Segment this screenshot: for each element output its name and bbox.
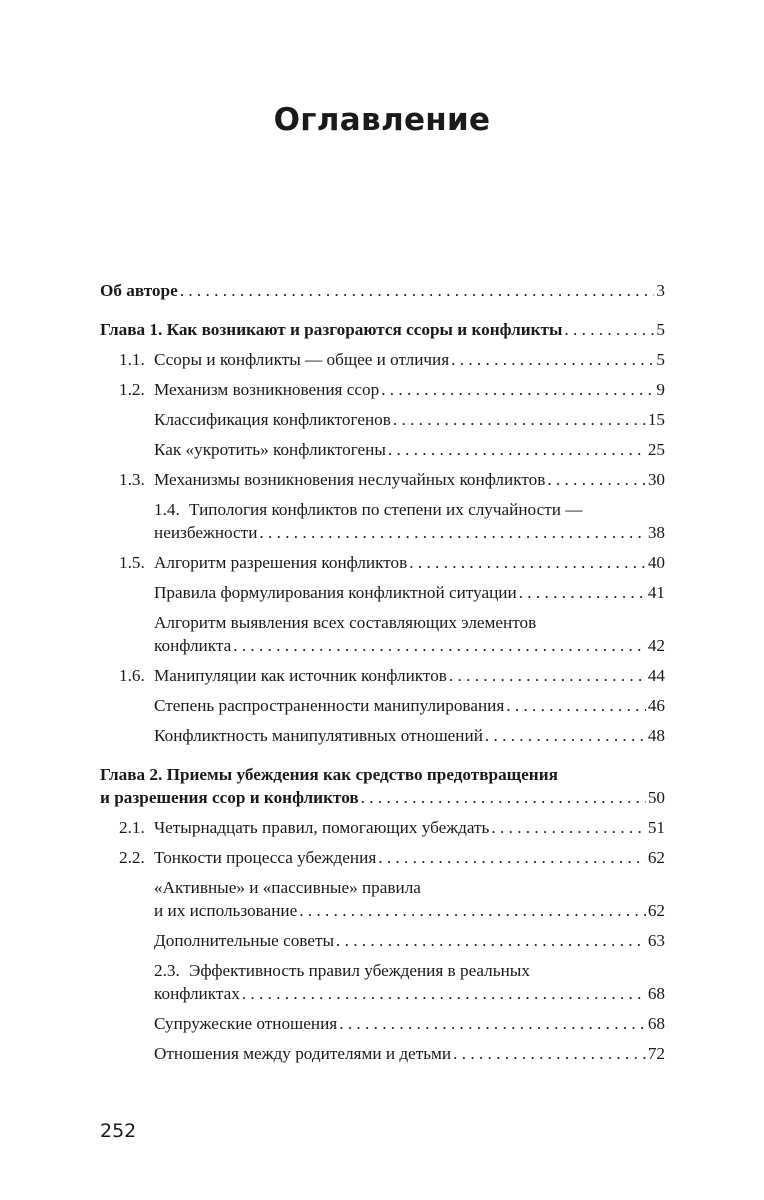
toc-entry-label: Дополнительные советы [154,931,335,950]
toc-entry-number: 2.3. [154,961,180,980]
toc-entry-page: 15 [647,410,665,429]
toc-entry [100,318,665,341]
toc-leader-dots [299,899,646,922]
toc-entry-label: неизбежности [154,523,258,542]
toc-entry [100,468,665,491]
toc-entry-label: Тонкости процесса убеждения [154,848,377,867]
toc-leader-dots [378,846,646,869]
toc-entry-page: 42 [647,636,665,655]
toc-entry-number: 1.6. [119,666,145,685]
page-number: 252 [100,1120,137,1142]
toc-entry-page: 5 [656,320,665,339]
toc-entry-label: Алгоритм разрешения конфликтов [154,553,408,572]
toc-entry-page: 68 [647,1014,665,1033]
toc-entry-label: Механизм возникновения ссор [154,380,380,399]
toc-entry-label: Глава 1. Как возникают и разгораются ссоры и конфликты [100,320,563,339]
toc-entry-page: 5 [656,350,665,369]
toc-leader-dots [381,378,654,401]
toc-entry [100,279,665,302]
toc-entry-label: Эффективность правил убеждения в реальных [189,961,530,980]
toc-entry-label: и разрешения ссор и конфликтов [100,788,359,807]
toc-entry-page: 46 [647,696,665,715]
toc-entry-label: Манипуляции как источник конфликтов [154,666,447,685]
toc-entry-number: 2.2. [119,848,145,867]
toc-leader-dots [547,468,646,491]
toc-entry-page: 62 [647,848,665,867]
toc-entry-label: Правила формулирования конфликтной ситуации [154,583,517,602]
toc-entry-label: Ссоры и конфликты — общее и отличия [154,350,450,369]
toc-entry-label: «Активные» и «пассивные» правила [154,878,421,897]
toc-leader-dots [449,664,646,687]
toc-entry [100,846,665,869]
toc-entry [100,1042,665,1065]
toc-entry-page: 40 [647,553,665,572]
toc-entry-page: 48 [647,726,665,745]
toc-entry-label: Четырнадцать правил, помогающих убеждать [154,818,490,837]
toc-entry-number: 1.1. [119,350,145,369]
toc-entry-label: Глава 2. Приемы убеждения как средство предотвращения [100,765,558,784]
toc-entry-page: 9 [656,380,665,399]
toc-leader-dots [564,318,654,341]
toc-entry [100,724,665,747]
toc-entry [100,611,665,657]
toc-entry-page: 41 [647,583,665,602]
toc-entry-label: Конфликтность манипулятивных отношений [154,726,483,745]
toc-entry [100,408,665,431]
toc-entry-label: Супружеские отношения [154,1014,338,1033]
toc-entry [100,581,665,604]
toc-leader-dots [233,634,646,657]
toc-entry-page: 72 [647,1044,665,1063]
toc-entry-label: Степень распространенности манипулирования [154,696,505,715]
toc-entry-page: 51 [647,818,665,837]
toc-entry-number: 1.5. [119,553,145,572]
toc-entry-page: 44 [647,666,665,685]
toc-entry-page: 3 [656,281,665,300]
toc-leader-dots [506,694,646,717]
toc-entry-number: 1.2. [119,380,145,399]
toc-entry-label: Классификация конфликтогенов [154,410,391,429]
toc-leader-dots [361,786,646,809]
toc-entry-page: 50 [647,788,665,807]
toc-leader-dots [453,1042,646,1065]
toc-leader-dots [393,408,646,431]
toc-entry [100,348,665,371]
toc-entry [100,816,665,839]
toc-entry-page: 25 [647,440,665,459]
toc-leader-dots [388,438,646,461]
toc-entry-page: 30 [647,470,665,489]
toc-entry [100,876,665,922]
toc-entry-label: Алгоритм выявления всех составляющих элементов [154,613,537,632]
toc-leader-dots [242,982,646,1005]
page-title: Оглавление [273,102,491,138]
toc-entry-label: Об авторе [100,281,178,300]
toc-entry-page: 68 [647,984,665,1003]
toc-entry-number: 2.1. [119,818,145,837]
toc-entry [100,929,665,952]
toc-entry [100,664,665,687]
toc-entry [100,1012,665,1035]
toc-leader-dots [485,724,646,747]
toc-leader-dots [259,521,645,544]
toc-entry [100,694,665,717]
toc-leader-dots [451,348,654,371]
toc-leader-dots [180,279,655,302]
toc-leader-dots [409,551,646,574]
toc-leader-dots [336,929,646,952]
toc-entry-number: 1.4. [154,500,180,519]
toc-entry-label: Типология конфликтов по степени их случайности — [189,500,583,519]
toc-entry-label: Как «укротить» конфликтогены [154,440,386,459]
toc-entry [100,763,665,809]
toc-leader-dots [491,816,645,839]
toc-entry-page: 63 [647,931,665,950]
toc-entry [100,498,665,544]
table-of-contents [100,279,665,1072]
toc-entry-label: конфликтах [154,984,240,1003]
toc-entry-label: и их использование [154,901,298,920]
toc-entry [100,378,665,401]
toc-entry-label: Отношения между родителями и детьми [154,1044,452,1063]
toc-leader-dots [339,1012,646,1035]
toc-leader-dots [519,581,646,604]
toc-entry-label: Механизмы возникновения неслучайных конфликтов [154,470,546,489]
toc-entry [100,438,665,461]
toc-entry-page: 62 [647,901,665,920]
toc-entry-page: 38 [647,523,665,542]
toc-entry [100,551,665,574]
toc-entry-label: конфликта [154,636,232,655]
toc-entry-number: 1.3. [119,470,145,489]
toc-entry [100,959,665,1005]
